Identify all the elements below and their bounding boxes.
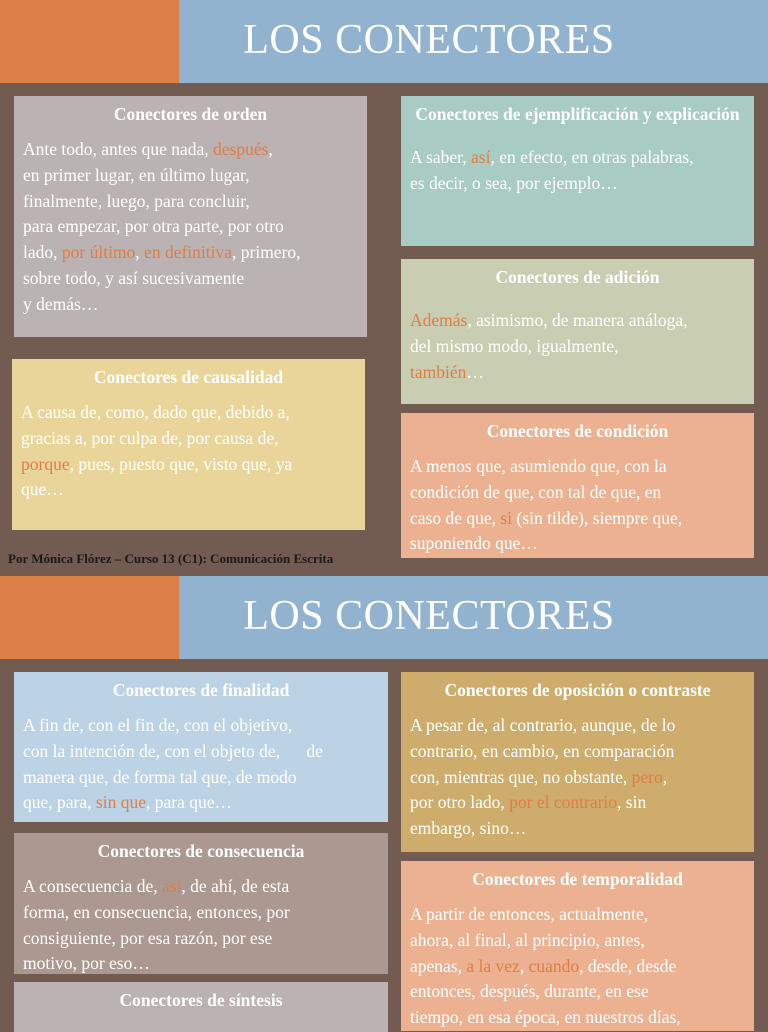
text-segment: contrario, en cambio, en comparación [410,740,675,761]
card-text [401,444,754,557]
card-text [401,127,754,197]
card-title: Conectores de condición [486,421,669,441]
text-segment: A fin de, con el fin de, con el objetivo, [23,715,293,735]
text-segment: suponiendo que… [410,533,538,554]
highlighted-connector: Además [410,310,468,330]
text-segment: que… [21,479,64,500]
text-segment: , [662,766,668,787]
text-segment: forma, en consecuencia, entonces, por [23,901,290,922]
text-segment: (sin tilde), siempre que, [512,507,683,528]
text-segment: A partir de entonces, actualmente, [410,904,649,924]
text-segment: , [268,139,273,159]
text-segment: embargo, sino… [410,818,527,839]
text-segment: manera que, de forma tal que, de modo [23,766,297,787]
text-segment: , desde, desde [579,955,677,976]
card-title: Conectores de adición [495,267,660,287]
text-segment: , [519,955,529,976]
text-segment: , para que… [145,792,232,813]
highlighted-connector: a la vez [466,955,520,976]
header-page-1 [0,0,768,83]
highlighted-connector: así [161,876,182,896]
card-text [14,703,388,816]
card-title: Conectores de temporalidad [472,869,683,889]
text-segment: motivo, por eso… [23,953,150,974]
text-segment: gracias a, por culpa de, por causa de, [21,427,279,448]
text-segment: consiguiente, por esa razón, por ese [23,927,273,948]
text-segment: y demás… [23,293,99,314]
card-text [14,864,388,974]
header-page-2 [0,576,768,659]
text-segment: condición de que, con tal de que, en [410,481,662,502]
text-segment: apenas, [410,955,467,976]
text-segment: en primer lugar, en último lugar, [23,164,250,185]
text-segment: para empezar, por otra parte, por otro [23,216,284,237]
highlighted-connector: así [471,147,491,167]
card-title: Conectores de orden [113,104,268,124]
text-segment: es decir, o sea, por ejemplo… [410,172,618,193]
text-segment: , primero, [232,242,301,263]
text-segment: tiempo, en esa época, en nuestros días, [410,1007,681,1028]
text-segment: lado, [23,242,62,263]
text-segment: , pues, puesto que, visto que, ya [69,453,293,474]
highlighted-connector: después [213,139,269,159]
card-finalidad [14,672,388,822]
text-segment: ahora, al final, al principio, antes, [410,929,645,950]
highlighted-connector: si [500,507,513,528]
text-segment: A consecuencia de, [23,876,162,896]
card-oposicion [401,672,754,852]
card-ejemplificacion [401,96,754,246]
text-segment: caso de que, [410,507,501,528]
card-title: Conectores de causalidad [93,367,284,387]
text-segment: A pesar de, al contrario, aunque, de lo [410,715,676,735]
text-segment: sobre todo, y así sucesivamente [23,267,245,288]
page-title: LOS CONECTORES [243,593,615,639]
text-segment: , [135,242,145,263]
highlighted-connector: porque [21,453,70,474]
highlighted-connector: cuando [528,955,580,976]
highlighted-connector: por el contrario [509,792,618,813]
text-segment: … [466,361,484,382]
header-orange-block [0,0,179,83]
text-segment: del mismo modo, igualmente, [410,335,619,356]
text-segment: con la intención de, con el objeto de, de [23,740,323,761]
page-title: LOS CONECTORES [243,17,615,63]
header-orange-block [0,576,179,659]
highlighted-connector: sin que [95,792,146,813]
card-temporalidad [401,861,754,1031]
text-segment: A saber, [410,147,472,167]
card-causalidad [12,359,365,530]
highlighted-connector: por último [61,242,136,263]
author-footer: Por Mónica Flórez – Curso 13 (C1): Comunicación Escrita [8,551,334,566]
text-segment: finalmente, luego, para concluir, [23,190,250,211]
text-segment: , asimismo, de manera análoga, [467,310,688,330]
card-title: Conectores de ejemplificación y explicación [415,104,740,124]
text-segment: que, para, [23,792,96,813]
card-text [14,1013,388,1023]
highlighted-connector: también [410,361,467,382]
text-segment: por otro lado, [410,792,510,813]
text-segment: Ante todo, antes que nada, [23,139,214,159]
card-text [14,127,367,318]
card-title: Conectores de síntesis [119,990,283,1010]
text-segment: , de ahí, de esta [181,876,290,896]
card-sintesis [14,982,388,1032]
text-segment: , sin [617,792,647,813]
card-text [401,703,754,842]
text-segment: , en efecto, en otras palabras, [490,147,694,167]
highlighted-connector: en definitiva [144,242,232,263]
text-segment: con, mientras que, no obstante, [410,766,632,787]
card-text [401,892,754,1031]
card-title: Conectores de finalidad [112,680,290,700]
text-segment: A causa de, como, dado que, debido a, [21,402,290,422]
card-consecuencia [14,833,388,974]
card-orden [14,96,367,337]
card-condicion [401,413,754,558]
text-segment: entonces, después, durante, en ese [410,981,649,1002]
card-title: Conectores de oposición o contraste [444,680,711,700]
text-segment: A menos que, asumiendo que, con la [410,456,667,476]
card-adicion [401,259,754,404]
card-text [401,290,754,385]
highlighted-connector: pero [631,766,663,787]
card-text [12,390,365,503]
card-title: Conectores de consecuencia [97,841,305,861]
